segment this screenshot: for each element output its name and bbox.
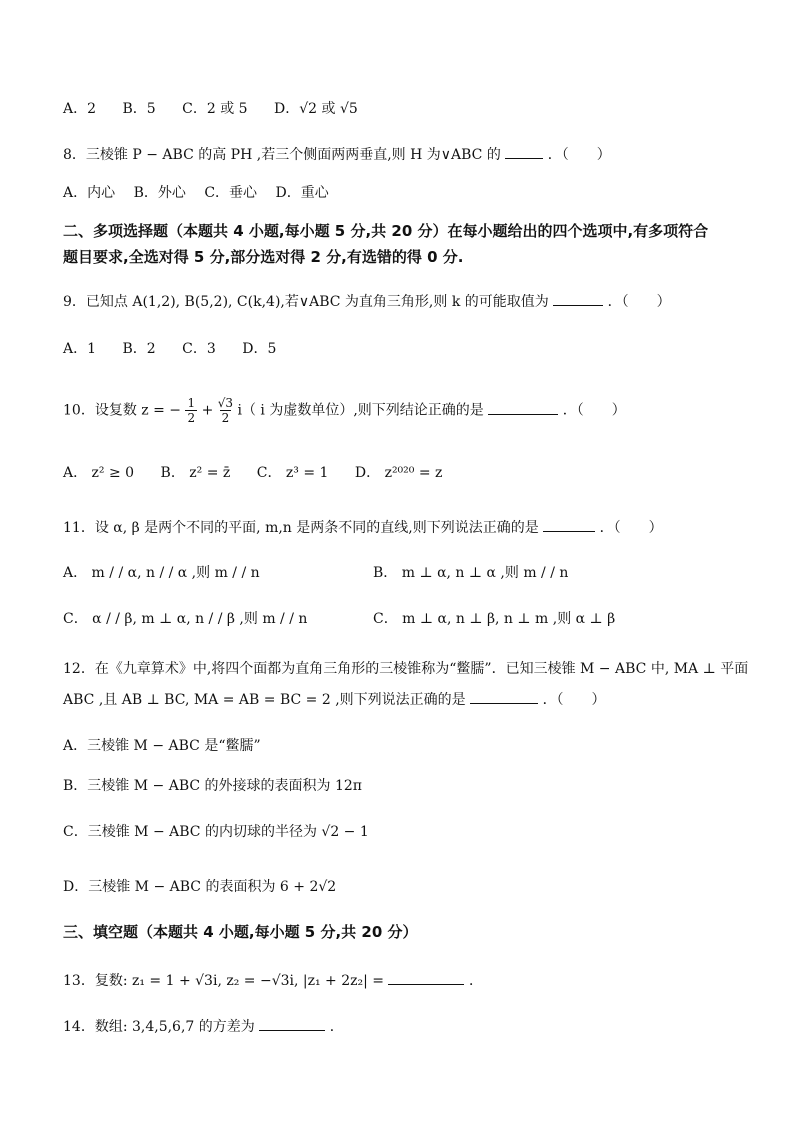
q12-option-d: D．三棱锥 M − ABC 的表面积为 6 + 2√2 (63, 879, 337, 895)
q14-answer-blank[interactable] (259, 1016, 325, 1031)
q11-option-a: A． m / / α, n / / α ,则 m / / n (63, 565, 260, 581)
q13-answer-blank[interactable] (388, 970, 464, 985)
q10-stem-pre: 10．设复数 z = − (63, 402, 182, 419)
q7-option-c: C．2 或 5 (182, 101, 248, 117)
q10-fraction-1 (185, 396, 197, 425)
q11-stem-text: 11．设 α, β 是两个不同的平面, m,n 是两条不同的直线,则下列说法正确的是 (63, 520, 539, 536)
q7-option-d: D．√2 或 √5 (274, 101, 358, 117)
q10-fraction-2-num: √3 (217, 396, 234, 410)
q12-stem-tail: ．（ ） (542, 692, 606, 708)
q14-stem-text: 14．数组: 3,4,5,6,7 的方差为 (63, 1019, 255, 1035)
q10-fraction-2-den: 2 (221, 411, 230, 425)
q8-options (63, 183, 329, 203)
q11-option-b: B． m ⊥ α, n ⊥ α ,则 m / / n (373, 565, 569, 581)
q9-option-a: A．1 (63, 341, 97, 357)
q12-answer-blank[interactable] (470, 689, 538, 704)
q7-option-a: A．2 (63, 101, 97, 117)
q9-options (63, 339, 276, 359)
q11-option-d: C． m ⊥ α, n ⊥ β, n ⊥ m ,则 α ⊥ β (373, 611, 616, 627)
q10-option-b: B． z² = z̄ (160, 465, 231, 481)
q10-fraction-1-num: 1 (187, 396, 196, 410)
q8-stem-tail: ．（ ） (547, 147, 611, 163)
q12-option-a: A．三棱锥 M − ABC 是“鳖臑” (63, 738, 261, 754)
q9-stem-tail: ．（ ） (607, 294, 671, 310)
q8-option-d: D．重心 (275, 185, 329, 201)
q10-stem-post: i（ i 为虚数单位）,则下列结论正确的是 (237, 402, 484, 419)
q9-option-c: C．3 (182, 341, 216, 357)
q8-stem-text: 8．三棱锥 P − ABC 的高 PH ,若三个侧面两两垂直,则 H 为∨ABC 的 (63, 147, 501, 163)
q10-option-d: D． z²⁰²⁰ = z (354, 465, 443, 481)
q12-option-c: C．三棱锥 M − ABC 的内切球的半径为 √2 − 1 (63, 824, 369, 840)
q8-option-a: A．内心 (63, 185, 116, 201)
q12-option-b: B．三棱锥 M − ABC 的外接球的表面积为 12π (63, 778, 362, 794)
q14-stem-tail: ． (329, 1019, 344, 1035)
q10-fraction-2 (218, 396, 233, 425)
q14-stem (63, 1016, 344, 1037)
q8-stem (63, 144, 611, 165)
q7-option-b: B．5 (122, 101, 156, 117)
q10-stem-tail: ．（ ） (562, 402, 626, 419)
q11-stem-tail: ．（ ） (599, 520, 663, 536)
section2-heading-line1: 二、多项选择题（本题共 4 小题,每小题 5 分,共 20 分）在每小题给出的四个选项中,有多项符合 (63, 222, 709, 240)
q9-option-b: B．2 (122, 341, 156, 357)
q9-answer-blank[interactable] (553, 291, 603, 306)
section2-heading-line2: 题目要求,全选对得 5 分,部分选对得 2 分,有选错的得 0 分. (63, 248, 464, 266)
q12-stem-line1: 12．在《九章算术》中,将四个面都为直角三角形的三棱锥称为“鳖臑”．已知三棱锥 M − ABC 中, MA ⊥ 平面 (63, 661, 749, 677)
q10-answer-blank[interactable] (488, 400, 558, 415)
q8-option-c: C．垂心 (204, 185, 258, 201)
section3-heading: 三、填空题（本题共 4 小题,每小题 5 分,共 20 分） (63, 923, 418, 941)
q13-stem-tail: ． (468, 973, 483, 989)
q11-option-c: C． α / / β, m ⊥ α, n / / β ,则 m / / n (63, 611, 308, 627)
q13-stem (63, 970, 483, 991)
q10-fraction-1-den: 2 (187, 411, 196, 425)
q11-options-row2 (63, 609, 616, 629)
q8-answer-blank[interactable] (505, 144, 543, 159)
q7-options (63, 99, 358, 119)
q8-option-b: B．外心 (133, 185, 186, 201)
q12-stem-line2 (63, 689, 606, 710)
q10-options (63, 463, 442, 483)
q10-plus: + (201, 402, 214, 419)
q11-answer-blank[interactable] (543, 517, 595, 532)
q10-stem (63, 396, 626, 425)
q13-stem-text: 13．复数: z₁ = 1 + √3i, z₂ = −√3i, |z₁ + 2z₂| = (63, 973, 385, 989)
q10-option-c: C． z³ = 1 (256, 465, 329, 481)
q12-stem-line2-text: ABC ,且 AB ⊥ BC, MA = AB = BC = 2 ,则下列说法正确的是 (63, 692, 466, 708)
q11-stem (63, 517, 663, 538)
q10-option-a: A． z² ≥ 0 (63, 465, 135, 481)
q11-options-row1 (63, 563, 569, 583)
q9-stem (63, 291, 671, 312)
q9-stem-text: 9．已知点 A(1,2), B(5,2), C(k,4),若∨ABC 为直角三角形,则 k 的可能取值为 (63, 294, 549, 310)
q9-option-d: D．5 (242, 341, 277, 357)
